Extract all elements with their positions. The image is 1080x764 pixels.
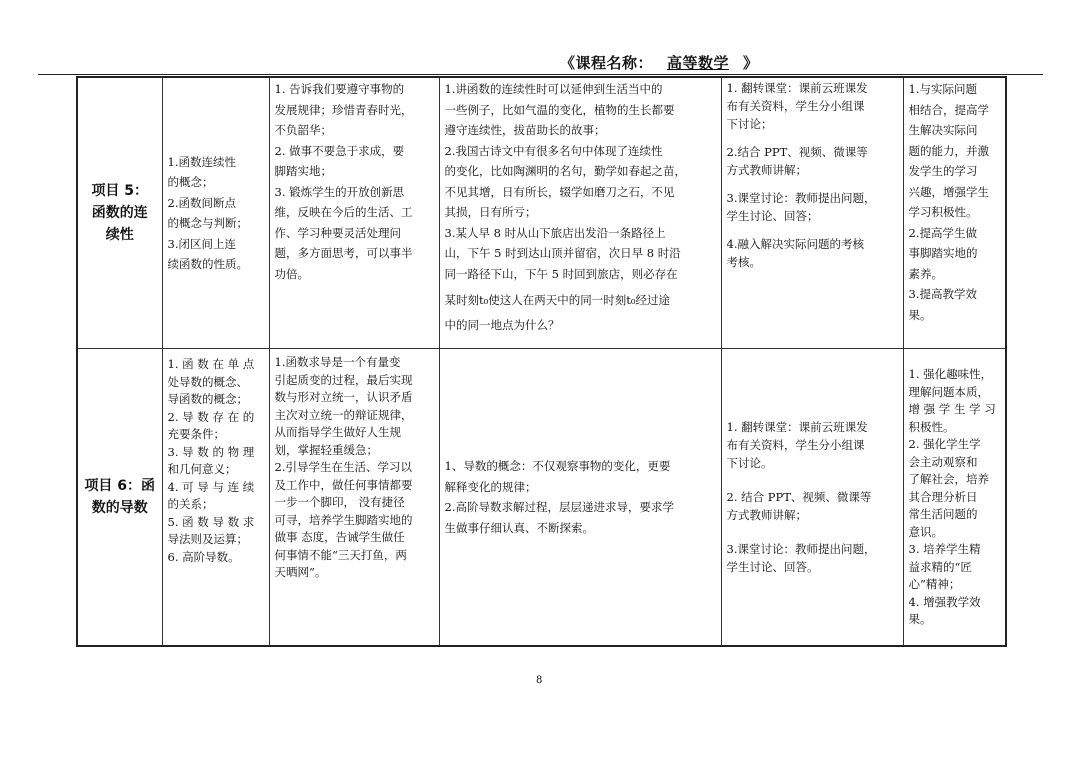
goal-line: 兴趣，增强学生	[908, 184, 989, 199]
content-line: 的关系；	[167, 497, 214, 511]
goal-line: 2. 强化学生学	[908, 437, 981, 451]
case-line: 生做事仔细认真、不断探索。	[444, 520, 594, 535]
goal-line: 理解问题本质，	[908, 384, 989, 399]
course-title-suffix: 》	[743, 54, 759, 72]
case-line: 其损，日有所亏；	[444, 205, 537, 219]
content-line: 1.函数连续性	[167, 154, 236, 169]
case-line: 2.高阶导数求解过程，层层递进求导，要求学	[444, 500, 674, 514]
project-title-cell	[77, 349, 162, 647]
content-line: 续函数的性质。	[167, 257, 248, 271]
project-title-line: 项目 5：	[91, 183, 149, 199]
content-line: 3.闭区间上连	[167, 236, 236, 251]
goal-line: 了解社会，培养	[908, 472, 989, 486]
content-line: 5. 函 数 导 数 求	[167, 514, 255, 529]
goal-line: 3. 培养学生精	[908, 542, 981, 556]
goal-line: 素养。	[908, 266, 943, 281]
project-title-line: 续性	[105, 227, 134, 243]
ideology-line: 何事情不能“三天打鱼，两	[274, 547, 407, 562]
method-line: 下讨论。	[726, 456, 773, 470]
content-line: 1. 函 数 在 单 点	[167, 357, 255, 371]
method-line: 布有关资料，学生分小组课	[726, 438, 865, 452]
ideology-line: 主次对立统一的辩证规律，	[274, 407, 413, 422]
method-line: 3.课堂讨论：教师提出问题，	[726, 191, 876, 205]
methods-cell	[721, 349, 903, 647]
goal-line: 增 强 学 生 学 习	[908, 402, 996, 416]
case-line: 同一路径下山，下午 5 时回到旅店，则必存在	[444, 266, 678, 281]
goal-line: 1. 强化趣味性，	[908, 367, 993, 381]
goal-line: 题的能力，并激	[908, 143, 989, 158]
goal-line: 心”精神；	[908, 577, 961, 591]
case-line: 山，下午 5 时到达山顶并留宿，次日早 8 时沿	[444, 246, 681, 260]
ideology-line: 及工作中，做任何事情都要	[274, 477, 413, 492]
ideology-line: 2. 做事不要急于求成，要	[274, 143, 405, 158]
content-line: 2.函数间断点	[167, 195, 236, 210]
ideology-line: 1.函数求导是一个有量变	[274, 355, 401, 369]
method-line: 4.融入解决实际问题的考核	[726, 237, 864, 251]
content-line: 6. 高阶导数。	[167, 549, 240, 564]
ideology-line: 可寻，培养学生脚踏实地的	[274, 512, 413, 527]
project-title-line: 函数的连	[91, 205, 148, 221]
course-name: 高等数学	[667, 54, 730, 72]
cases-cell	[439, 77, 721, 349]
content-line: 导法则及运算；	[167, 532, 248, 546]
content-line: 4. 可 导 与 连 续	[167, 479, 255, 494]
content-cell	[162, 349, 269, 647]
content-line: 充要条件；	[167, 427, 225, 441]
ideology-line: 引起质变的过程，最后实现	[274, 372, 413, 387]
ideology-line: 从而指导学生做好人生规	[274, 425, 401, 439]
method-line: 方式教师讲解；	[726, 163, 807, 177]
ideology-line: 题，多方面思考，可以事半	[274, 246, 413, 260]
goal-line: 3.提高教学效	[908, 287, 977, 301]
goal-line: 其合理分析日	[908, 489, 978, 504]
goal-line: 益求精的“匠	[908, 559, 972, 574]
method-line: 方式教师讲解；	[726, 508, 807, 522]
goals-cell	[903, 77, 1006, 349]
case-line: 中的同一地点为什么？	[444, 317, 560, 332]
content-line: 2. 导 数 存 在 的	[167, 409, 255, 424]
method-line: 3.课堂讨论：教师提出问题，	[726, 542, 876, 556]
goal-line: 2.提高学生做	[908, 225, 977, 240]
method-line: 学生讨论、回答；	[726, 209, 819, 223]
goal-line: 4. 增强教学效	[908, 594, 981, 609]
case-line: 2.我国古诗文中有很多名句中体现了连续性	[444, 143, 663, 158]
method-line: 下讨论；	[726, 117, 773, 131]
method-line: 1. 翻转课堂：课前云班课发	[726, 420, 868, 434]
ideology-line: 发展规律；珍惜青春时光，	[274, 102, 413, 117]
goal-line: 生解决实际问	[908, 123, 978, 137]
table-row	[77, 77, 1006, 349]
case-line: 某时刻t₀使这人在两天中的同一时刻t₀经过途	[444, 293, 670, 307]
method-line: 学生讨论、回答。	[726, 560, 819, 574]
project-title-line: 数的导数	[91, 500, 148, 516]
header-rule	[38, 74, 1043, 75]
page-number: 8	[536, 675, 543, 686]
case-line: 1.讲函数的连续性时可以延伸到生活当中的	[444, 82, 663, 96]
goal-line: 常生活问题的	[908, 507, 978, 521]
content-line: 处导数的概念、	[167, 374, 248, 389]
ideology-line: 数与形对立统一，认识矛盾	[274, 390, 413, 404]
case-line: 3.某人早 8 时从山下旅店出发沿一条路径上	[444, 225, 666, 240]
goal-line: 果。	[908, 307, 932, 322]
case-line: 1、导数的概念：不仅观察事物的变化，更要	[444, 459, 671, 473]
ideology-line: 功倍。	[274, 266, 309, 281]
goal-line: 1.与实际问题	[908, 82, 977, 96]
ideology-line: 维，反映在今后的生活、工	[274, 205, 413, 219]
case-line: 不见其增，日有所长，辍学如磨刀之石，不见	[444, 184, 675, 199]
case-line: 一些例子，比如气温的变化，植物的生长都要	[444, 102, 675, 117]
goal-line: 果。	[908, 612, 932, 626]
method-line: 1. 翻转课堂：课前云班课发	[726, 81, 868, 95]
goal-line: 学习积极性。	[908, 205, 978, 219]
course-title-prefix: 《课程名称：	[560, 54, 654, 72]
content-line: 导函数的概念；	[167, 392, 248, 406]
content-line: 和几何意义；	[167, 462, 237, 476]
ideology-line: 划，掌握轻重缓急；	[274, 442, 378, 457]
content-line: 的概念与判断；	[167, 216, 248, 230]
content-line: 的概念；	[167, 175, 214, 189]
methods-cell	[721, 77, 903, 349]
content-line: 3. 导 数 的 物 理	[167, 444, 255, 459]
ideology-line: 脚踏实地；	[274, 164, 332, 178]
ideology-line: 3. 锻炼学生的开放创新思	[274, 184, 405, 199]
content-cell	[162, 77, 269, 349]
ideology-cell	[269, 349, 439, 647]
curriculum-table	[76, 76, 1007, 647]
goals-cell	[903, 349, 1006, 647]
method-line: 布有关资料，学生分小组课	[726, 99, 865, 113]
method-line: 2. 结合 PPT、视频、微课等	[726, 490, 872, 504]
ideology-line: 一步一个脚印， 没有捷径	[274, 495, 405, 509]
goal-line: 发学生的学习	[908, 164, 978, 178]
goal-line: 相结合，提高学	[908, 102, 989, 117]
goal-line: 会主动观察和	[908, 454, 978, 469]
project-title-cell	[77, 77, 162, 349]
method-line: 考核。	[726, 255, 761, 269]
project-title-line: 项目 6：函	[84, 478, 156, 494]
table-row	[77, 349, 1006, 647]
ideology-line: 做事 态度，告诫学生做任	[274, 530, 405, 544]
cases-cell	[439, 349, 721, 647]
case-line: 遵守连续性，拔苗助长的故事；	[444, 123, 606, 137]
goal-line: 意识。	[908, 524, 943, 539]
ideology-line: 不负韶华；	[274, 123, 332, 137]
ideology-line: 1. 告诉我们要遵守事物的	[274, 82, 405, 96]
case-line: 解释变化的规律；	[444, 479, 537, 494]
ideology-cell	[269, 77, 439, 349]
ideology-line: 天晒网”。	[274, 565, 327, 579]
ideology-line: 作、学习种要灵活处理问	[274, 225, 401, 240]
case-line: 的变化，比如陶渊明的名句，勤学如春起之苗，	[444, 164, 686, 178]
course-title-header	[560, 52, 960, 73]
method-line: 2.结合 PPT、视频、微课等	[726, 145, 868, 159]
goal-line: 积极性。	[908, 419, 955, 434]
goal-line: 事脚踏实地的	[908, 246, 978, 260]
ideology-line: 2.引导学生在生活、学习以	[274, 460, 412, 474]
